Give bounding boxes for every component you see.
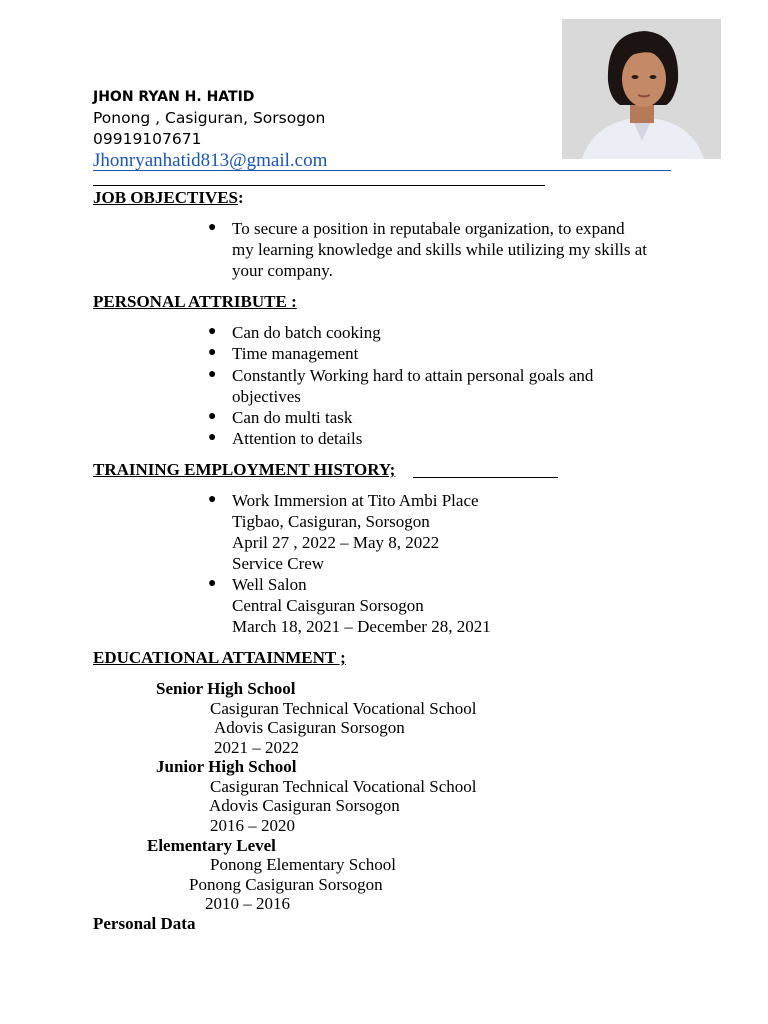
attribute-item: Can do batch cooking xyxy=(232,323,381,342)
senior-high-years: 2021 – 2022 xyxy=(214,738,299,757)
senior-high-school: Casiguran Technical Vocational School xyxy=(210,699,477,718)
personal-attribute-heading xyxy=(93,292,297,312)
personal-attribute-title: PERSONAL ATTRIBUTE xyxy=(93,292,292,311)
candidate-name: JHON RYAN H. HATID xyxy=(93,89,255,105)
attribute-item: Time management xyxy=(232,344,359,363)
junior-high-level: Junior High School xyxy=(156,757,297,776)
elementary-school: Ponong Elementary School xyxy=(210,855,397,874)
personal-attribute-colon: : xyxy=(291,292,297,311)
bullet-icon: ● xyxy=(208,220,217,235)
training-line: April 27 , 2022 – May 8, 2022 xyxy=(232,533,440,552)
bullet-icon: ● xyxy=(208,367,217,382)
bullet-icon: ● xyxy=(208,492,217,507)
job-objectives-colon: : xyxy=(238,188,244,207)
bullet-icon: ● xyxy=(208,576,217,591)
objective-line: my learning knowledge and skills while utilizing my skills at xyxy=(232,240,648,259)
education-heading: EDUCATIONAL ATTAINMENT ; xyxy=(93,648,346,667)
training-heading: TRAINING EMPLOYMENT HISTORY; xyxy=(93,460,396,479)
email-link[interactable]: Jhonryanhatid813@gmail.com xyxy=(93,150,328,171)
attribute-item: Can do multi task xyxy=(232,408,353,427)
elementary-address: Ponong Casiguran Sorsogon xyxy=(189,875,383,894)
training-line: Work Immersion at Tito Ambi Place xyxy=(232,491,479,510)
training-line: Well Salon xyxy=(232,575,307,594)
address: Ponong , Casiguran, Sorsogon xyxy=(93,109,326,127)
email-underline xyxy=(93,170,671,171)
senior-high-address: Adovis Casiguran Sorsogon xyxy=(214,718,405,737)
objective-line: To secure a position in reputabale organization, to expand xyxy=(232,219,625,238)
job-objectives-title: JOB OBJECTIVES xyxy=(93,188,239,207)
training-line: Central Caisguran Sorsogon xyxy=(232,596,424,615)
attribute-item: Constantly Working hard to attain personal goals and xyxy=(232,366,594,385)
bullet-icon: ● xyxy=(208,430,217,445)
elementary-level: Elementary Level xyxy=(147,836,276,855)
elementary-years: 2010 – 2016 xyxy=(205,894,290,913)
profile-photo xyxy=(562,19,721,159)
bullet-icon: ● xyxy=(208,324,217,339)
phone-number: 09919107671 xyxy=(93,130,202,148)
junior-high-years: 2016 – 2020 xyxy=(210,816,295,835)
attribute-item: objectives xyxy=(232,387,301,406)
objective-line: your company. xyxy=(232,261,333,280)
personal-data-heading: Personal Data xyxy=(93,914,196,933)
bullet-icon: ● xyxy=(208,345,217,360)
bullet-icon: ● xyxy=(208,409,217,424)
attribute-item: Attention to details xyxy=(232,429,363,448)
job-objectives-heading xyxy=(93,188,244,208)
senior-high-level: Senior High School xyxy=(156,679,296,698)
header-divider xyxy=(93,185,545,186)
junior-high-school: Casiguran Technical Vocational School xyxy=(210,777,477,796)
training-heading-underline xyxy=(413,477,558,478)
training-line: Service Crew xyxy=(232,554,325,573)
training-line: March 18, 2021 – December 28, 2021 xyxy=(232,617,491,636)
junior-high-address: Adovis Casiguran Sorsogon xyxy=(209,796,400,815)
training-line: Tigbao, Casiguran, Sorsogon xyxy=(232,512,430,531)
